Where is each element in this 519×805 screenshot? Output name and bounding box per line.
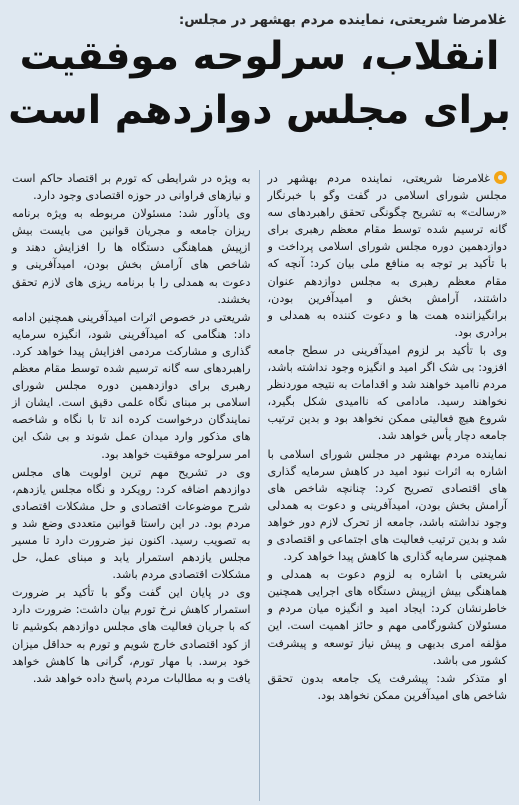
- paragraph: او متذکر شد: پیشرفت یک جامعه بدون تحقق شاخص های امیدآفرین ممکن نخواهد بود.: [267, 671, 507, 702]
- headline-line-1: انقلاب، سرلوحه موفقیت: [19, 34, 500, 79]
- paragraph: غلامرضا شریعتی، نماینده مردم بهشهر در مجلس شورای اسلامی در گفت وگو با خبرنگار «رسالت» به تشریح چگونگی تحقق راهبردهای سه گانه ترسیم شده توسط مقام معظم رهبری برای دوازدهمین دوره مجلس شورای اسلامی پرداخت و با تأکید بر توجه به منافع ملی بیان کرد: آنچه که مقام معظم رهبری به مجلس دوازدهم عنوان داشتند، آرامش بخش و امیدآفرین بودن، برانگیزاننده همت ها و دعوت کننده به همدلی و برادری بود.: [267, 172, 507, 339]
- left-column: [10, 170, 260, 801]
- paragraph: به ویژه در شرایطی که تورم بر اقتصاد حاکم است و نیازهای فراوانی در حوزه اقتصادی وجود دارد.: [12, 172, 251, 203]
- paragraph: وی با تأکید بر لزوم امیدآفرینی در سطح جامعه افزود: بی شک اگر امید و انگیزه وجود نداشته باشد، مردم ناامید خواهند شد و اقدامات به نتیجه موردنظر نخواهند رسید. مادامی که ناامیدی شکل بگیرد، شروع هیچ فعالیتی ممکن نخواهد بود و بدین ترتیب جامعه دچار یأس خواهد شد.: [267, 343, 507, 443]
- paragraph: وی یادآور شد: مسئولان مربوطه به ویژه برنامه ریزان جامعه و مجریان قوانین می بایست بیش ازپیش هماهنگی دستگاه ها را افزایش دهند و شاخص های آرامش بخش بودن، امیدآفرینی و دعوت به همدلی را با برنامه ریزی های لازم تحقق بخشند.: [12, 207, 251, 306]
- paragraph: وی در پایان این گفت وگو با تأکید بر ضرورت استمرار کاهش نرخ تورم بیان داشت: ضرورت دارد که با جریان فعالیت های مجلس دوازدهم بکوشیم تا از کود اقتصادی خارج شویم و تورم به حداقل میزان خود برسد. با مهار تورم، گرانی ها کاهش خواهد یافت و به مطالبات مردم پاسخ داده خواهد شد.: [12, 586, 251, 685]
- article-headline: [8, 30, 511, 138]
- article-body: [10, 170, 509, 801]
- paragraph: شریعتی در خصوص اثرات امیدآفرینی همچنین ادامه داد: هنگامی که امیدآفرینی شود، انگیزه سرمایه گذاری و مشارکت مردمی افزایش پیدا خواهد کرد. راهبردهای سه گانه ترسیم شده توسط مقام معظم رهبری برای دوازدهمین دوره مجلس شورای اسلامی بر مبنای نگاه علمی دقیق است. ایشان از نمایندگان درخواست کرده اند تا با نگاه و شاخصه های مذکور وارد میدان عمل شوند و بی شک این امر سرلوحه موفقیت خواهد بود.: [12, 310, 251, 461]
- paragraph: وی در تشریح مهم ترین اولویت های مجلس دوازدهم اضافه کرد: رویکرد و نگاه مجلس یازدهم، شرح موضوعات اقتصادی و حل مشکلات اقتصادی مردم بود. در این راستا قوانین متعددی وضع شد و به تصویب رسید. اکنون نیز ضرورت دارد تا مسیر مجلس یازدهم استمرار یابد و مبنای عمل، حل مشکلات اقتصادی مردم باشد.: [12, 465, 251, 582]
- lead-bullet-icon: [494, 171, 507, 184]
- right-column: [260, 170, 510, 801]
- paragraph: نماینده مردم بهشهر در مجلس شورای اسلامی با اشاره به اثرات نبود امید در کاهش سرمایه گذاری های اقتصادی تصریح کرد: چنانچه شاخص های آرامش بخش بودن، امیدآفرینی و دعوت به همدلی وجود نداشته باشد، جامعه از تحرک لازم دور خواهد شد و بدین ترتیب فعالیت های اجتماعی و اقتصادی و همچنین سرمایه گذاری ها کاهش پیدا خواهد کرد.: [267, 447, 507, 564]
- article-kicker: غلامرضا شریعتی، نماینده مردم بهشهر در مجلس:: [178, 12, 507, 28]
- paragraph: شریعتی با اشاره به لزوم دعوت به همدلی و هماهنگی بیش ازپیش دستگاه های اجرایی همچنین خاطرنشان کرد: ایجاد امید و انگیزه میان مردم و مسئولان کشورگامی مهم و حائز اهمیت است. این مؤلفه امری بدیهی و پیش نیاز توسعه و پیشرفت کشور می باشد.: [267, 568, 507, 667]
- headline-line-2: برای مجلس دوازدهم است: [8, 88, 511, 133]
